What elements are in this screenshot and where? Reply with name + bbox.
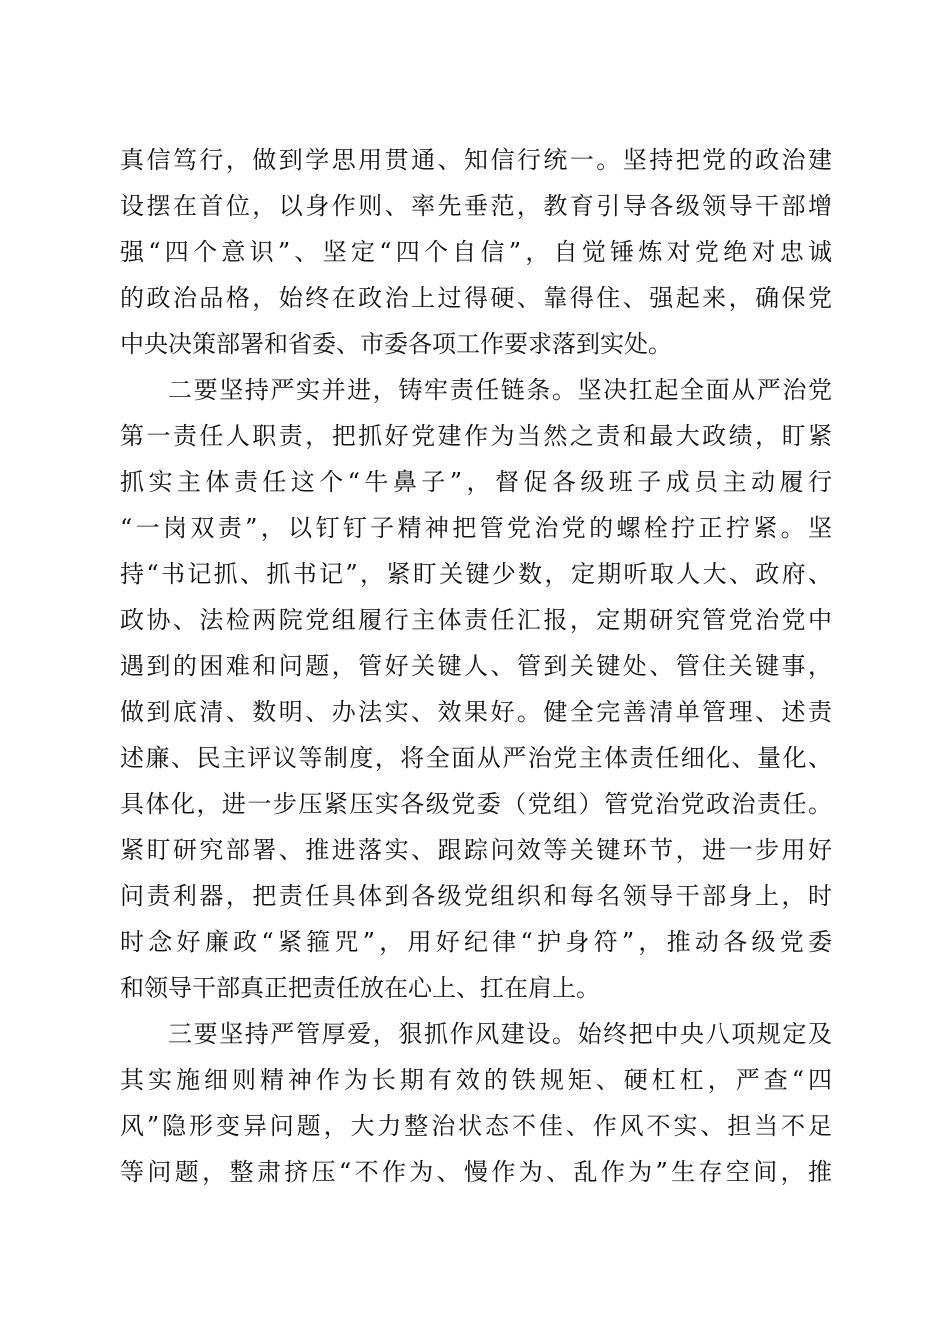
text-line: 强“四个意识”、坚定“四个自信”，自觉锤炼对党绝对忠诚: [120, 238, 832, 266]
text-line: 做到底清、数明、办法实、效果好。健全完善清单管理、述责: [120, 698, 832, 726]
text-line: 具体化，进一步压紧压实各级党委（党组）管党治党政治责任。: [120, 790, 832, 818]
text-line: 其实施细则精神作为长期有效的铁规矩、硬杠杠，严查“四: [120, 1066, 832, 1094]
text-line: 抓实主体责任这个“牛鼻子”，督促各级班子成员主动履行: [120, 468, 832, 496]
text-line: 紧盯研究部署、推进落实、跟踪问效等关键环节，进一步用好: [120, 836, 832, 864]
paragraph-start-line: 三要坚持严管厚爱，狠抓作风建设。始终把中央八项规定及: [168, 1020, 832, 1048]
text-line: 政协、法检两院党组履行主体责任汇报，定期研究管党治党中: [120, 606, 832, 634]
paragraph-start-line: 二要坚持严实并进，铸牢责任链条。坚决扛起全面从严治党: [168, 376, 832, 404]
text-line: 述廉、民主评议等制度，将全面从严治党主体责任细化、量化、: [120, 744, 832, 772]
text-line: 时念好廉政“紧箍咒”，用好纪律“护身符”，推动各级党委: [120, 928, 832, 956]
text-line: 问责利器，把责任具体到各级党组织和每名领导干部身上，时: [120, 882, 832, 910]
text-line: 风”隐形变异问题，大力整治状态不佳、作风不实、担当不足: [120, 1112, 832, 1140]
text-line: “一岗双责”，以钉钉子精神把管党治党的螺栓拧正拧紧。坚: [120, 514, 832, 542]
text-line: 等问题，整肃挤压“不作为、慢作为、乱作为”生存空间，推: [120, 1158, 832, 1186]
text-line: 和领导干部真正把责任放在心上、扛在肩上。: [120, 974, 600, 1002]
document-body: [120, 137, 832, 1195]
text-line: 设摆在首位，以身作则、率先垂范，教育引导各级领导干部增: [120, 192, 832, 220]
text-line: 第一责任人职责，把抓好党建作为当然之责和最大政绩，盯紧: [120, 422, 832, 450]
text-line: 持“书记抓、抓书记”，紧盯关键少数，定期听取人大、政府、: [120, 560, 832, 588]
text-line: 真信笃行，做到学思用贯通、知信行统一。坚持把党的政治建: [120, 146, 832, 174]
text-line: 中央决策部署和省委、市委各项工作要求落到实处。: [120, 330, 672, 358]
text-line: 遇到的困难和问题，管好关键人、管到关键处、管住关键事，: [120, 652, 832, 680]
text-line: 的政治品格，始终在政治上过得硬、靠得住、强起来，确保党: [120, 284, 832, 312]
